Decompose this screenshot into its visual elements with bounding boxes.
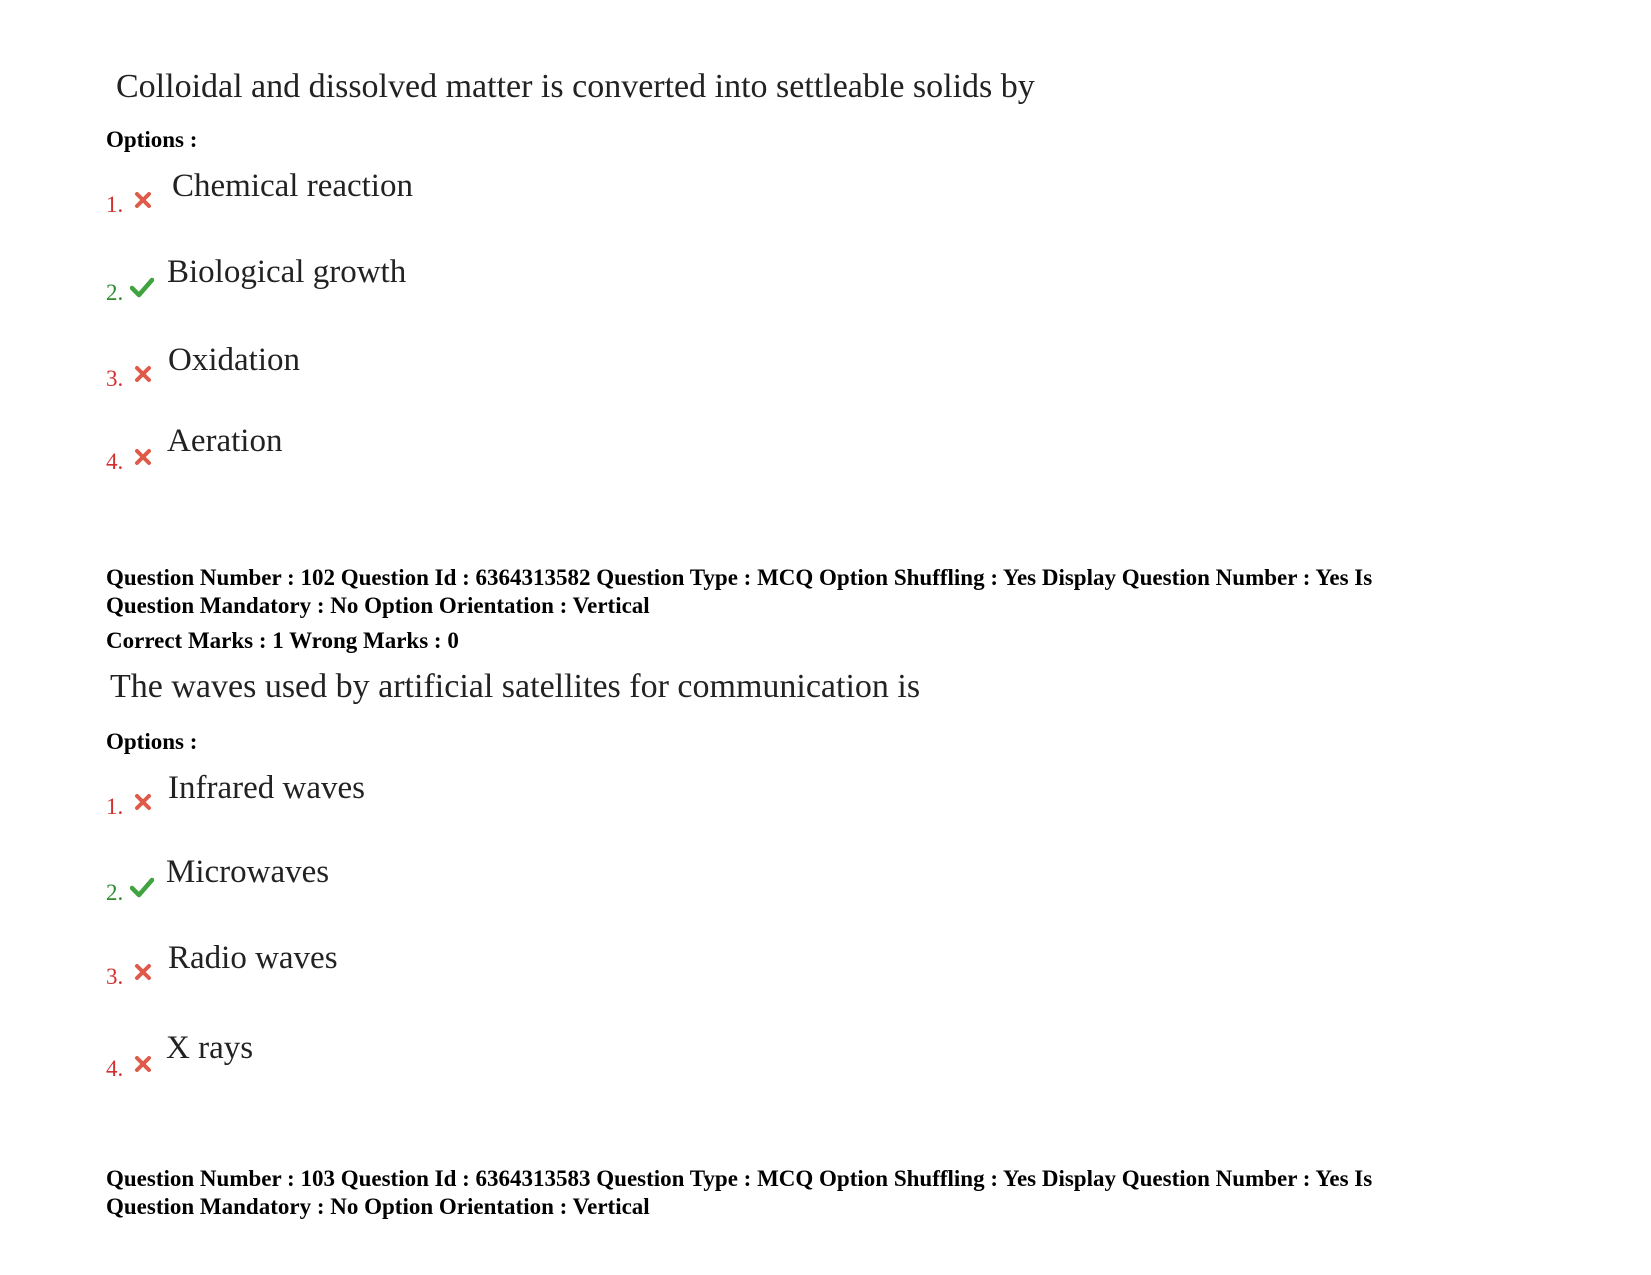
option-number: 3.: [106, 366, 124, 391]
check-icon: [130, 876, 154, 898]
wrong-icon: [133, 962, 153, 982]
option-text: Aeration: [167, 423, 283, 459]
options-label: Options :: [106, 127, 198, 152]
option-number: 1.: [106, 794, 124, 819]
wrong-icon: [133, 447, 153, 467]
option-number: 2.: [106, 280, 124, 305]
option-text: X rays: [166, 1030, 254, 1066]
option-text: Infrared waves: [168, 770, 365, 806]
wrong-icon: [133, 792, 153, 812]
option-text: Microwaves: [166, 854, 330, 890]
wrong-icon: [133, 190, 153, 210]
check-icon: [130, 276, 154, 298]
option-number: 3.: [106, 964, 124, 989]
question-meta-line: Question Number : 103 Question Id : 6364313583 Question Type : MCQ Option Shuffling : Yes Display Question Number : Yes Is: [106, 1166, 1373, 1191]
option-number: 1.: [106, 192, 124, 217]
option-number: 4.: [106, 1056, 124, 1081]
option-text: Radio waves: [168, 940, 338, 976]
option-number: 4.: [106, 449, 124, 474]
option-number: 2.: [106, 880, 124, 905]
wrong-icon: [133, 1054, 153, 1074]
question-meta-line: Question Number : 102 Question Id : 6364313582 Question Type : MCQ Option Shuffling : Yes Display Question Number : Yes Is: [106, 565, 1373, 590]
options-label: Options :: [106, 729, 198, 754]
option-text: Biological growth: [167, 254, 407, 290]
wrong-icon: [133, 364, 153, 384]
option-text: Oxidation: [168, 342, 300, 378]
marks-line: Correct Marks : 1 Wrong Marks : 0: [106, 628, 459, 653]
question-text: Colloidal and dissolved matter is converted into settleable solids by: [116, 68, 1035, 105]
question-meta-line: Question Mandatory : No Option Orientation : Vertical: [106, 593, 650, 618]
option-text: Chemical reaction: [172, 168, 413, 204]
question-meta-line: Question Mandatory : No Option Orientation : Vertical: [106, 1194, 650, 1219]
question-text: The waves used by artificial satellites for communication is: [110, 668, 921, 705]
